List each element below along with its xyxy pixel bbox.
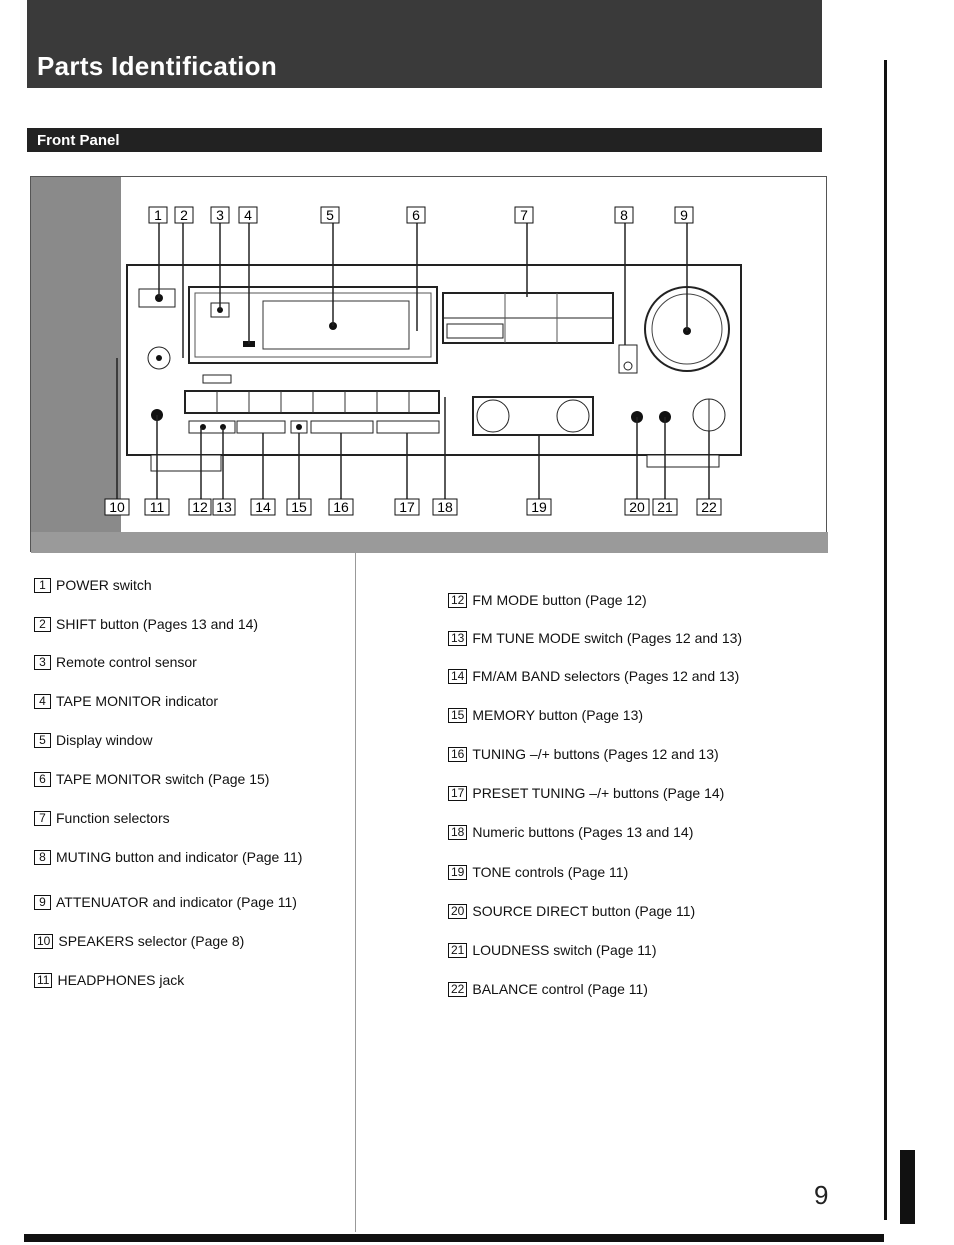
hatched-shadow-bottom [31,532,828,553]
page-title: Parts Identification [37,51,278,81]
callout-1 [149,207,167,223]
callout-11 [145,499,169,515]
callout-20 [625,499,649,515]
item-number: 13 [448,631,467,646]
band-selectors [237,421,285,433]
callout-12 [189,499,211,515]
svg-text:7: 7 [520,207,528,223]
item-number: 8 [34,850,51,865]
svg-text:17: 17 [399,499,415,515]
callout-3 [211,207,229,223]
svg-text:5: 5 [326,207,334,223]
item-label: TAPE MONITOR indicator [56,693,219,709]
callout-17 [395,499,419,515]
svg-text:4: 4 [244,207,252,223]
page-edge-block [900,1150,915,1224]
item-label: FM/AM BAND selectors (Pages 12 and 13) [472,668,740,684]
item-label: MEMORY button (Page 13) [472,707,644,723]
svg-text:1: 1 [154,207,162,223]
callout-8 [615,207,633,223]
page-header-bar [27,0,822,88]
fm-mode-switch [203,375,231,383]
item-label: BALANCE control (Page 11) [472,981,648,997]
callout-16 [329,499,353,515]
hatched-shadow-left [31,177,121,553]
callout-18 [433,499,457,515]
item-label: Numeric buttons (Pages 13 and 14) [472,824,694,840]
tape-monitor-switch [447,324,503,338]
list-item [448,592,647,608]
item-label: Display window [56,732,153,748]
item-label: LOUDNESS switch (Page 11) [472,942,657,958]
item-label: PRESET TUNING –/+ buttons (Page 14) [472,785,725,801]
list-item [34,732,152,748]
list-item [34,577,152,593]
list-item [34,654,197,670]
callout-13 [213,499,235,515]
list-item [448,903,695,919]
list-item [448,864,628,880]
item-number: 20 [448,904,467,919]
page-edge-rule [884,60,887,1220]
svg-text:12: 12 [192,499,208,515]
list-item [34,972,184,988]
svg-text:2: 2 [180,207,188,223]
item-number: 3 [34,655,51,670]
item-number: 14 [448,669,467,684]
item-label: MUTING button and indicator (Page 11) [56,849,303,865]
item-number: 2 [34,617,51,632]
item-number: 10 [34,934,53,949]
svg-text:19: 19 [531,499,547,515]
item-label: Remote control sensor [56,654,197,670]
callout-5 [321,207,339,223]
item-number: 6 [34,772,51,787]
svg-text:14: 14 [255,499,271,515]
callout-4 [239,207,257,223]
front-panel-diagram [30,176,827,552]
item-label: ATTENUATOR and indicator (Page 11) [56,894,297,910]
item-label: TUNING –/+ buttons (Pages 12 and 13) [472,746,719,762]
item-number: 1 [34,578,51,593]
list-item [34,771,269,787]
callout-2 [175,207,193,223]
item-number: 7 [34,811,51,826]
svg-text:20: 20 [629,499,645,515]
svg-text:8: 8 [620,207,628,223]
foot-right [647,455,719,467]
section-header-bar [27,128,822,152]
item-label: FM TUNE MODE switch (Pages 12 and 13) [472,630,743,646]
item-number: 12 [448,593,467,608]
preset-tuning-buttons [377,421,439,433]
svg-text:18: 18 [437,499,453,515]
list-item [34,810,170,826]
list-item [448,942,657,958]
callout-22 [697,499,721,515]
item-label: HEADPHONES jack [57,972,185,988]
svg-text:22: 22 [701,499,717,515]
list-item [448,668,739,684]
item-label: FM MODE button (Page 12) [472,592,647,608]
list-item [34,933,244,949]
svg-text:3: 3 [216,207,224,223]
item-number: 15 [448,708,467,723]
svg-text:6: 6 [412,207,420,223]
numeric-buttons [185,391,439,413]
svg-text:9: 9 [680,207,688,223]
list-item [448,630,742,646]
svg-text:10: 10 [109,499,125,515]
item-number: 18 [448,825,467,840]
list-item [34,693,218,709]
item-label: TONE controls (Page 11) [472,864,629,880]
list-item [448,746,719,762]
foot-left [151,455,221,471]
item-label: Function selectors [56,810,170,826]
svg-text:11: 11 [149,499,165,515]
list-item [34,616,258,632]
callout-10 [105,499,129,515]
section-title: Front Panel [37,132,120,149]
item-number: 16 [448,747,467,762]
callout-19 [527,499,551,515]
item-number: 5 [34,733,51,748]
item-label: SPEAKERS selector (Page 8) [58,933,245,949]
item-number: 21 [448,943,467,958]
item-number: 22 [448,982,467,997]
muting-button [619,345,637,373]
callout-14 [251,499,275,515]
item-number: 4 [34,694,51,709]
list-item [34,894,297,910]
fm-tune-mode-switch [189,421,235,433]
item-label: TAPE MONITOR switch (Page 15) [56,771,270,787]
item-label: SHIFT button (Pages 13 and 14) [56,616,259,632]
item-number: 19 [448,865,467,880]
list-item [448,981,648,997]
front-panel-illustration [31,177,828,553]
list-item [34,849,302,865]
item-label: SOURCE DIRECT button (Page 11) [472,903,696,919]
item-number: 9 [34,895,51,910]
svg-text:21: 21 [657,499,673,515]
list-item [448,707,643,723]
list-item [448,824,693,840]
svg-text:16: 16 [333,499,349,515]
item-label: POWER switch [56,577,152,593]
bottom-rule [24,1234,884,1242]
tuning-buttons [311,421,373,433]
column-divider [355,552,356,1232]
item-number: 11 [34,973,52,988]
page-number: 9 [814,1180,829,1210]
svg-text:15: 15 [291,499,307,515]
item-number: 17 [448,786,467,801]
callout-15 [287,499,311,515]
svg-text:13: 13 [216,499,232,515]
callout-6 [407,207,425,223]
list-item [448,785,724,801]
callout-9 [675,207,693,223]
callout-21 [653,499,677,515]
callout-7 [515,207,533,223]
